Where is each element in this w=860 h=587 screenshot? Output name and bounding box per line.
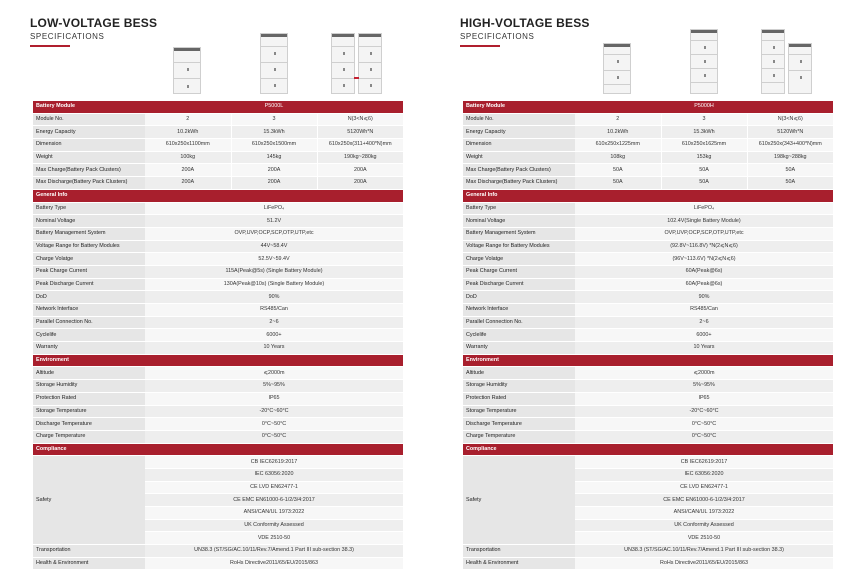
cell: 6000+ bbox=[575, 329, 833, 342]
cell: CB IEC62619:2017 bbox=[575, 456, 833, 469]
cell: 115A(Peak@5s) (Single Battery Module) bbox=[145, 265, 403, 278]
table-row bbox=[33, 126, 403, 139]
table-row bbox=[33, 164, 403, 177]
row-label: Max Discharge(Battery Pack Clusters) bbox=[463, 177, 575, 190]
row-label: Cyclelife bbox=[463, 329, 575, 342]
page-title: HIGH-VOLTAGE BESS bbox=[460, 16, 590, 30]
cell: 50A bbox=[575, 177, 661, 190]
table-row bbox=[463, 456, 833, 469]
table-row bbox=[33, 278, 403, 291]
cell: LiFePO₄ bbox=[145, 202, 403, 215]
row-label: Weight bbox=[463, 151, 575, 164]
row-label: Max Charge(Battery Pack Clusters) bbox=[33, 164, 145, 177]
table-row bbox=[463, 316, 833, 329]
low-voltage-section bbox=[30, 0, 403, 587]
cell: 10.2kWh bbox=[145, 126, 231, 139]
cell: 2~6 bbox=[575, 316, 833, 329]
cell: 200A bbox=[231, 177, 317, 190]
table-row bbox=[463, 291, 833, 304]
cell: 3 bbox=[231, 113, 317, 126]
cell: 0°C~50°C bbox=[575, 418, 833, 431]
table-row bbox=[463, 265, 833, 278]
table-row bbox=[33, 380, 403, 393]
cell: 10 Years bbox=[575, 342, 833, 355]
row-label: Weight bbox=[33, 151, 145, 164]
table-row bbox=[463, 329, 833, 342]
row-label: Energy Capacity bbox=[33, 126, 145, 139]
cell: 200A bbox=[145, 164, 231, 177]
page-subtitle: SPECIFICATIONS bbox=[460, 32, 535, 41]
table-row bbox=[463, 227, 833, 240]
row-label: Voltage Range for Battery Modules bbox=[33, 240, 145, 253]
cell: RoHs Directive2011/65/EU/2015/863 bbox=[575, 557, 833, 570]
table-row bbox=[463, 342, 833, 355]
section-title: General Info bbox=[463, 189, 575, 202]
battery-n-module-image-b bbox=[358, 33, 382, 94]
cell: 610x250x(343+400*N)mm bbox=[747, 139, 833, 152]
table-row bbox=[463, 418, 833, 431]
section-title: Environment bbox=[33, 354, 145, 367]
table-row bbox=[33, 329, 403, 342]
cell: 5120Wh*N bbox=[317, 126, 403, 139]
table-row bbox=[463, 113, 833, 126]
cell: CE LVD EN62477-1 bbox=[575, 481, 833, 494]
environment-header-row bbox=[463, 354, 833, 367]
cell: CE EMC EN61000-6-1/2/3/4:2017 bbox=[145, 494, 403, 507]
cell: 3 bbox=[661, 113, 747, 126]
table-row bbox=[33, 215, 403, 228]
cell: IEC 63056:2020 bbox=[575, 468, 833, 481]
cell: 108kg bbox=[575, 151, 661, 164]
cell: N(3<N⩽6) bbox=[317, 113, 403, 126]
cell: UK Conformity Assessed bbox=[575, 519, 833, 532]
row-label: Module No. bbox=[33, 113, 145, 126]
row-label: Dimension bbox=[33, 139, 145, 152]
table-row bbox=[33, 177, 403, 190]
row-label: Discharge Temperature bbox=[463, 418, 575, 431]
table-row bbox=[33, 139, 403, 152]
cell: RS485/Can bbox=[575, 304, 833, 317]
cell: 2 bbox=[145, 113, 231, 126]
table-row bbox=[463, 151, 833, 164]
row-label: Peak Discharge Current bbox=[463, 278, 575, 291]
title-underline bbox=[30, 45, 70, 47]
row-label: Charge Volatge bbox=[463, 253, 575, 266]
cell: -20°C~60°C bbox=[575, 405, 833, 418]
cell: IP65 bbox=[575, 392, 833, 405]
cell: CB IEC62619:2017 bbox=[145, 456, 403, 469]
page-subtitle: SPECIFICATIONS bbox=[30, 32, 105, 41]
row-label: Storage Humidity bbox=[33, 380, 145, 393]
row-label: Charge Temperature bbox=[463, 430, 575, 443]
table-row bbox=[463, 367, 833, 380]
cell: 145kg bbox=[231, 151, 317, 164]
cell: 51.2V bbox=[145, 215, 403, 228]
high-voltage-section bbox=[460, 0, 833, 587]
table-row bbox=[33, 304, 403, 317]
table-row bbox=[33, 456, 403, 469]
row-label: Peak Discharge Current bbox=[33, 278, 145, 291]
row-label: Dimension bbox=[463, 139, 575, 152]
cell: IP65 bbox=[145, 392, 403, 405]
table-row bbox=[33, 545, 403, 558]
row-label: Battery Type bbox=[33, 202, 145, 215]
cell: ⩽2000m bbox=[145, 367, 403, 380]
battery-n-module-image-b bbox=[788, 43, 812, 94]
cell: 610x250x1625mm bbox=[661, 139, 747, 152]
high-voltage-spec-table bbox=[463, 101, 833, 570]
table-row bbox=[33, 151, 403, 164]
model-name: P5000L bbox=[145, 101, 403, 113]
row-label: Network Interface bbox=[33, 304, 145, 317]
cell: 610x250x1225mm bbox=[575, 139, 661, 152]
cell: UN38.3 (ST/SG/AC.10/11/Rev.7/Amend.1 Part III sub-section 38.3) bbox=[145, 545, 403, 558]
section-title: Battery Module bbox=[463, 101, 575, 113]
cell: 15.3kWh bbox=[231, 126, 317, 139]
cell: 190kg~280kg bbox=[317, 151, 403, 164]
table-row bbox=[33, 342, 403, 355]
row-label: Transportation bbox=[33, 545, 145, 558]
row-label: Parallel Connection No. bbox=[463, 316, 575, 329]
cell: 6000+ bbox=[145, 329, 403, 342]
cell: 0°C~50°C bbox=[145, 430, 403, 443]
row-label: Parallel Connection No. bbox=[33, 316, 145, 329]
row-label: Module No. bbox=[463, 113, 575, 126]
cell: N(3<N⩽6) bbox=[747, 113, 833, 126]
battery-3-module-image bbox=[260, 33, 288, 94]
table-row bbox=[463, 545, 833, 558]
row-label: Energy Capacity bbox=[463, 126, 575, 139]
cell: 50A bbox=[661, 177, 747, 190]
cell: 5120Wh*N bbox=[747, 126, 833, 139]
safety-label: Safety bbox=[463, 456, 575, 545]
table-row bbox=[463, 126, 833, 139]
row-label: Storage Humidity bbox=[463, 380, 575, 393]
cell: 60A(Peak@6s) bbox=[575, 265, 833, 278]
table-row bbox=[463, 177, 833, 190]
row-label: Altitude bbox=[33, 367, 145, 380]
cell: 200A bbox=[231, 164, 317, 177]
table-row bbox=[33, 392, 403, 405]
table-row bbox=[33, 240, 403, 253]
cell: 610x250x1500mm bbox=[231, 139, 317, 152]
table-row bbox=[33, 265, 403, 278]
battery-n-module-image-a bbox=[761, 29, 785, 94]
cell: 5%~95% bbox=[145, 380, 403, 393]
row-label: Battery Management System bbox=[33, 227, 145, 240]
table-row bbox=[463, 380, 833, 393]
battery-n-module-image-a bbox=[331, 33, 355, 94]
table-row bbox=[33, 367, 403, 380]
cell: 100kg bbox=[145, 151, 231, 164]
safety-label: Safety bbox=[33, 456, 145, 545]
table-row bbox=[33, 316, 403, 329]
table-row bbox=[463, 202, 833, 215]
cell: RoHs Directive2011/65/EU/2015/863 bbox=[145, 557, 403, 570]
environment-header-row bbox=[33, 354, 403, 367]
table-row bbox=[33, 291, 403, 304]
cell: 10 Years bbox=[145, 342, 403, 355]
cell: ANSI/CAN/UL 1973:2022 bbox=[575, 507, 833, 520]
cell: CE EMC EN61000-6-1/2/3/4:2017 bbox=[575, 494, 833, 507]
table-row bbox=[463, 304, 833, 317]
table-row bbox=[33, 405, 403, 418]
cell: 5%~95% bbox=[575, 380, 833, 393]
cable-mark bbox=[354, 77, 359, 79]
cell: ANSI/CAN/UL 1973:2022 bbox=[145, 507, 403, 520]
table-row bbox=[463, 405, 833, 418]
cell: -20°C~60°C bbox=[145, 405, 403, 418]
row-label: Nominal Voltage bbox=[33, 215, 145, 228]
row-label: Storage Temperature bbox=[33, 405, 145, 418]
cell: 0°C~50°C bbox=[575, 430, 833, 443]
table-row bbox=[33, 253, 403, 266]
cell: 10.2kWh bbox=[575, 126, 661, 139]
cell: 50A bbox=[747, 164, 833, 177]
cell: UK Conformity Assessed bbox=[145, 519, 403, 532]
cell: 200A bbox=[317, 164, 403, 177]
table-row bbox=[33, 113, 403, 126]
row-label: Transportation bbox=[463, 545, 575, 558]
row-label: Protection Rated bbox=[463, 392, 575, 405]
cell: 2~6 bbox=[145, 316, 403, 329]
table-row bbox=[33, 557, 403, 570]
cell: (92.8V~116.8V) *N(2⩽N⩽6) bbox=[575, 240, 833, 253]
row-label: Nominal Voltage bbox=[463, 215, 575, 228]
cell: 200A bbox=[145, 177, 231, 190]
table-row bbox=[463, 278, 833, 291]
page-title: LOW-VOLTAGE BESS bbox=[30, 16, 158, 30]
row-label: Max Charge(Battery Pack Clusters) bbox=[463, 164, 575, 177]
cell: 50A bbox=[747, 177, 833, 190]
compliance-header-row bbox=[463, 443, 833, 456]
battery-module-header-row bbox=[33, 101, 403, 113]
cell: 90% bbox=[575, 291, 833, 304]
cell: 153kg bbox=[661, 151, 747, 164]
table-row bbox=[463, 215, 833, 228]
table-row bbox=[463, 164, 833, 177]
battery-3-module-image bbox=[690, 29, 718, 94]
row-label: Storage Temperature bbox=[463, 405, 575, 418]
battery-2-module-image bbox=[603, 43, 631, 94]
cell: (96V~113.6V) *N(2⩽N⩽6) bbox=[575, 253, 833, 266]
cell: 90% bbox=[145, 291, 403, 304]
table-row bbox=[463, 557, 833, 570]
cell: CE LVD EN62477-1 bbox=[145, 481, 403, 494]
compliance-header-row bbox=[33, 443, 403, 456]
row-label: Peak Charge Current bbox=[463, 265, 575, 278]
cell: OVP,UVP,OCP,SCP,OTP,UTP,etc bbox=[575, 227, 833, 240]
title-underline bbox=[460, 45, 500, 47]
row-label: Voltage Range for Battery Modules bbox=[463, 240, 575, 253]
cell: VDE 2510-50 bbox=[575, 532, 833, 545]
cell: OVP,UVP,OCP,SCP,OTP,UTP,etc bbox=[145, 227, 403, 240]
cell: 610x250x1100mm bbox=[145, 139, 231, 152]
section-title: Compliance bbox=[463, 443, 575, 456]
row-label: Health & Environment bbox=[463, 557, 575, 570]
cell: 198kg~288kg bbox=[747, 151, 833, 164]
battery-2-module-image bbox=[173, 47, 201, 94]
table-row bbox=[463, 253, 833, 266]
table-row bbox=[33, 202, 403, 215]
section-title: Environment bbox=[463, 354, 575, 367]
cell: 102.4V(Single Battery Module) bbox=[575, 215, 833, 228]
row-label: Network Interface bbox=[463, 304, 575, 317]
cell: 610x250x(311+400*N)mm bbox=[317, 139, 403, 152]
cell: RS485/Can bbox=[145, 304, 403, 317]
row-label: Charge Volatge bbox=[33, 253, 145, 266]
row-label: DoD bbox=[33, 291, 145, 304]
row-label: DoD bbox=[463, 291, 575, 304]
row-label: Battery Management System bbox=[463, 227, 575, 240]
general-info-header-row bbox=[463, 189, 833, 202]
battery-module-header-row bbox=[463, 101, 833, 113]
cell: 50A bbox=[661, 164, 747, 177]
row-label: Health & Environment bbox=[33, 557, 145, 570]
row-label: Peak Charge Current bbox=[33, 265, 145, 278]
table-row bbox=[33, 430, 403, 443]
cell: 200A bbox=[317, 177, 403, 190]
cell: UN38.3 (ST/SG/AC.10/11/Rev.7/Amend.1 Part III sub-section 38.3) bbox=[575, 545, 833, 558]
cell: IEC 63056:2020 bbox=[145, 468, 403, 481]
table-row bbox=[463, 430, 833, 443]
cell: 2 bbox=[575, 113, 661, 126]
row-label: Max Discharge(Battery Pack Clusters) bbox=[33, 177, 145, 190]
model-name: P5000H bbox=[575, 101, 833, 113]
cell: 0°C~50°C bbox=[145, 418, 403, 431]
row-label: Protection Rated bbox=[33, 392, 145, 405]
row-label: Charge Temperature bbox=[33, 430, 145, 443]
cell: VDE 2510-50 bbox=[145, 532, 403, 545]
cell: 60A(Peak@6s) bbox=[575, 278, 833, 291]
section-title: Battery Module bbox=[33, 101, 145, 113]
cell: 50A bbox=[575, 164, 661, 177]
row-label: Warranty bbox=[463, 342, 575, 355]
cell: 44V~58.4V bbox=[145, 240, 403, 253]
cell: LiFePO₄ bbox=[575, 202, 833, 215]
row-label: Cyclelife bbox=[33, 329, 145, 342]
cell: ⩽2000m bbox=[575, 367, 833, 380]
row-label: Altitude bbox=[463, 367, 575, 380]
row-label: Warranty bbox=[33, 342, 145, 355]
row-label: Discharge Temperature bbox=[33, 418, 145, 431]
row-label: Battery Type bbox=[463, 202, 575, 215]
table-row bbox=[463, 392, 833, 405]
low-voltage-spec-table bbox=[33, 101, 403, 570]
table-row bbox=[33, 227, 403, 240]
table-row bbox=[463, 240, 833, 253]
cell: 52.5V~59.4V bbox=[145, 253, 403, 266]
table-row bbox=[463, 139, 833, 152]
section-title: Compliance bbox=[33, 443, 145, 456]
cell: 15.3kWh bbox=[661, 126, 747, 139]
cell: 130A(Peak@10s) (Single Battery Module) bbox=[145, 278, 403, 291]
section-title: General Info bbox=[33, 189, 145, 202]
table-row bbox=[33, 418, 403, 431]
general-info-header-row bbox=[33, 189, 403, 202]
